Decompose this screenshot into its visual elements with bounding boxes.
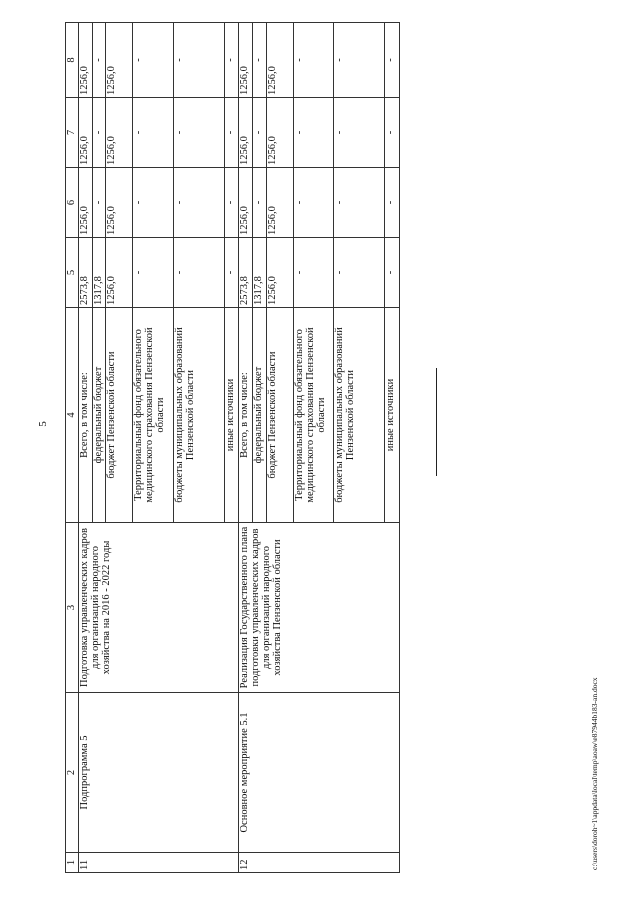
value-cell: 1256,0	[239, 168, 253, 238]
value-cell: -	[133, 98, 174, 168]
value-cell: -	[334, 23, 385, 98]
program-title: Реализация Государственного плана подготовки управленческих кадров для организаций народного хозяйства Пензенской области	[239, 523, 400, 693]
header-cell: 2	[66, 693, 79, 853]
value-cell: -	[92, 23, 106, 98]
value-cell: -	[173, 23, 224, 98]
value-cell: -	[334, 238, 385, 308]
header-cell: 8	[66, 23, 79, 98]
value-cell: -	[133, 168, 174, 238]
value-cell: -	[253, 23, 267, 98]
rotated-table-container	[65, 23, 400, 873]
document-file-path: c:\users\doroh~1\appdata\local\temp\aoaw\e87944b183-an.docx	[590, 677, 599, 870]
value-cell: 2573,8	[79, 238, 93, 308]
funding-source: бюджет Пензенской области	[266, 308, 293, 523]
header-cell: 3	[66, 523, 79, 693]
value-cell: -	[173, 98, 224, 168]
value-cell: -	[224, 23, 239, 98]
footnote-divider	[436, 368, 437, 476]
header-cell: 7	[66, 98, 79, 168]
value-cell: -	[293, 98, 334, 168]
program-name: Подпрограмма 5	[79, 693, 239, 853]
value-cell: 1256,0	[266, 23, 293, 98]
header-row	[66, 23, 79, 873]
value-cell: -	[334, 98, 385, 168]
value-cell: -	[224, 168, 239, 238]
funding-source: федеральный бюджет	[92, 308, 106, 523]
funding-source: бюджет Пензенской области	[106, 308, 133, 523]
funding-source: Территориальный фонд обязательного медицинского страхования Пензенской области	[133, 308, 174, 523]
value-cell: 1256,0	[266, 168, 293, 238]
value-cell: 1256,0	[266, 238, 293, 308]
value-cell: -	[92, 98, 106, 168]
value-cell: -	[133, 23, 174, 98]
value-cell: -	[334, 168, 385, 238]
value-cell: -	[92, 168, 106, 238]
program-title: Подготовка управленческих кадров для организаций народного хозяйства на 2016 - 2022 годы	[79, 523, 239, 693]
value-cell: -	[224, 98, 239, 168]
table-row	[79, 23, 93, 873]
page-number: 5	[36, 421, 49, 427]
value-cell: -	[385, 238, 400, 308]
value-cell: 1256,0	[106, 23, 133, 98]
budget-table	[65, 22, 400, 873]
value-cell: 1317,8	[92, 238, 106, 308]
value-cell: -	[385, 98, 400, 168]
funding-source: Всего, в том числе:	[239, 308, 253, 523]
value-cell: -	[173, 238, 224, 308]
value-cell: -	[224, 238, 239, 308]
value-cell: -	[293, 238, 334, 308]
value-cell: 2573,8	[239, 238, 253, 308]
funding-source: Территориальный фонд обязательного медицинского страхования Пензенской области	[293, 308, 334, 523]
header-cell: 5	[66, 238, 79, 308]
row-number: 12	[239, 853, 400, 873]
value-cell: 1256,0	[266, 98, 293, 168]
funding-source: федеральный бюджет	[253, 308, 267, 523]
header-cell: 1	[66, 853, 79, 873]
value-cell: 1256,0	[106, 238, 133, 308]
value-cell: 1256,0	[79, 168, 93, 238]
funding-source: иные источники	[224, 308, 239, 523]
value-cell: -	[253, 98, 267, 168]
funding-source: иные источники	[385, 308, 400, 523]
header-cell: 4	[66, 308, 79, 523]
value-cell: -	[385, 168, 400, 238]
table-row	[239, 23, 253, 873]
value-cell: 1256,0	[106, 98, 133, 168]
funding-source: бюджеты муниципальных образований Пензенской области	[173, 308, 224, 523]
value-cell: -	[293, 23, 334, 98]
program-name: Основное мероприятие 5.1	[239, 693, 400, 853]
funding-source: Всего, в том числе:	[79, 308, 93, 523]
value-cell: 1256,0	[239, 23, 253, 98]
row-number: 11	[79, 853, 239, 873]
funding-source: бюджеты муниципальных образований Пензенской области	[334, 308, 385, 523]
value-cell: 1256,0	[79, 23, 93, 98]
value-cell: 1256,0	[79, 98, 93, 168]
value-cell: 1317,8	[253, 238, 267, 308]
value-cell: -	[173, 168, 224, 238]
value-cell: -	[385, 23, 400, 98]
value-cell: 1256,0	[106, 168, 133, 238]
value-cell: 1256,0	[239, 98, 253, 168]
value-cell: -	[133, 238, 174, 308]
value-cell: -	[253, 168, 267, 238]
value-cell: -	[293, 168, 334, 238]
header-cell: 6	[66, 168, 79, 238]
